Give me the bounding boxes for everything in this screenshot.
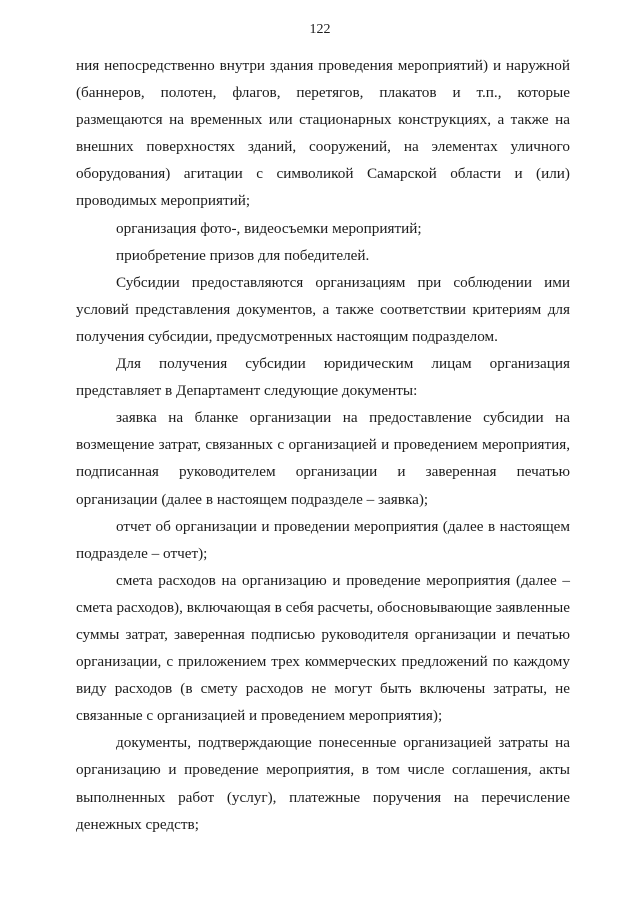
paragraph-supporting-documents: документы, подтверждающие понесенные организацией затраты на организацию и проведение мероприятия, в том числе соглашения, акты выполненных работ (услуг), платежные поручения на перечисление денежных средств; (76, 734, 570, 833)
page-number: 122 (309, 22, 331, 37)
paragraph-documents-intro: Для получения субсидии юридическим лицам организация представляет в Департамент следующие документы: (76, 355, 570, 400)
paragraph-continued-agitation: ния непосредственно внутри здания проведения мероприятий) и наружной (баннеров, полотен, флагов, перетягов, плакатов и т.п., которые размещаются на временных или стационарных конструкциях, а также на внешних поверхностях зданий, сооружений, на элементах уличного оборудования) агитации с символикой Самарской области и (или) проводимых мероприятий; (76, 57, 570, 210)
paragraph-report: отчет об организации и проведении мероприятия (далее в настоящем подразделе – отчет); (76, 517, 570, 562)
paragraph-photo-video: организация фото-, видеосъемки мероприятий; (116, 219, 422, 237)
paragraph-application: заявка на бланке организации на предоставление субсидии на возмещение затрат, связанных с организацией и проведением мероприятия, подписанная руководителем организации и заверенная печатью организации (далее в настоящем подразделе – заявка); (76, 409, 570, 508)
paragraph-subsidies-conditions: Субсидии предоставляются организациям при соблюдении ими условий представления документов, а также соответствии критериям для получения субсидии, предусмотренных настоящим подразделом. (76, 273, 570, 345)
paragraph-cost-estimate: смета расходов на организацию и проведение мероприятия (далее – смета расходов), включающая в себя расчеты, обосновывающие заявленные суммы затрат, заверенная подписью руководителя организации и печатью организации, с приложением трех коммерческих предложений по каждому виду расходов (в смету расходов не могут быть включены затраты, не связанные с организацией и проведением мероприятия); (76, 571, 570, 725)
document-body (76, 52, 570, 838)
paragraph-prizes: приобретение призов для победителей. (116, 246, 370, 264)
